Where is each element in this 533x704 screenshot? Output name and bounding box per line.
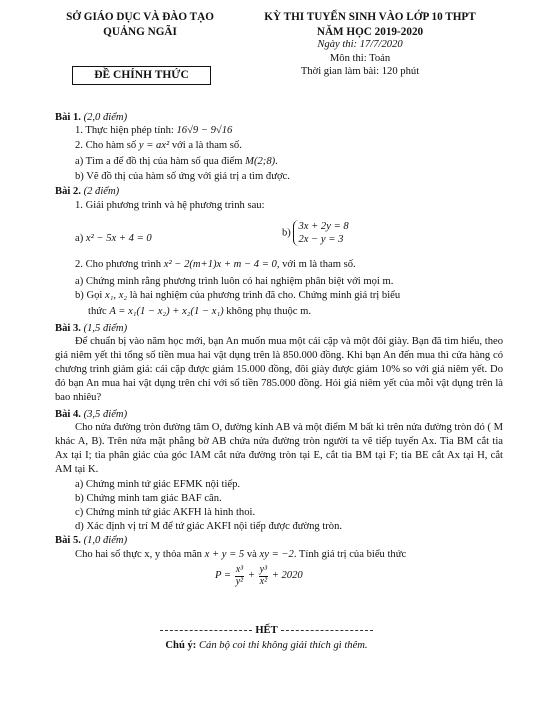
problem-2-item-2b-tail: là hai nghiệm của phương trình đã cho. Chứng minh giá trị biểu: [127, 290, 401, 301]
problem-2-item-2-text: 2. Cho phương trình: [75, 259, 164, 270]
exam-info: [260, 38, 460, 79]
exam-title: [245, 10, 495, 39]
problem-1-item-2a-text: a) Tìm a để đồ thị của hàm số qua điểm: [75, 156, 246, 167]
problem-4-item-b: b) Chứng minh tam giác BAF cân.: [75, 493, 222, 504]
equation-1: 3x + 2y = 8: [298, 221, 349, 232]
problem-3-points: (1,5 điểm): [83, 323, 128, 334]
problem-4-points: (3,5 điểm): [83, 409, 128, 420]
problem-2-item-2-math: x² − 2(m+1)x + m − 4 = 0: [163, 259, 277, 270]
problem-2-item-1a: [75, 232, 152, 246]
problem-2-item-1a-math: x² − 5x + 4 = 0: [85, 233, 152, 244]
problem-2-title: Bài 2.: [55, 186, 81, 197]
problem-1-item-2: [75, 139, 242, 153]
exam-subject: Môn thi: Toán: [329, 52, 391, 64]
fraction-1-denominator: y²: [235, 575, 244, 587]
problem-3-heading: [55, 322, 127, 336]
problem-2-item-2b-math: x₁, x₂: [105, 290, 128, 301]
problem-5-condition-1: x + y = 5: [204, 549, 245, 560]
problem-2-item-2b-pre: thức: [88, 306, 110, 317]
problem-1-item-2a-math: M(2;8): [245, 156, 276, 167]
problem-2-points: (2 điểm): [83, 186, 120, 197]
department-name: [40, 10, 240, 39]
end-rule-right: [281, 630, 373, 631]
problem-2-item-2b-expression: A = x₁(1 − x₂) + x₂(1 − x₁): [109, 306, 224, 317]
end-marker: [0, 624, 533, 638]
expression-lhs: P =: [215, 570, 234, 582]
problem-2-item-1: 1. Giải phương trình và hệ phương trình sau:: [75, 200, 265, 211]
equation-system: [293, 220, 348, 246]
problem-4-item-d: d) Xác định vị trí M để tứ giác AKFI nội tiếp được đường tròn.: [75, 521, 343, 532]
exam-title-line-1: KỲ THI TUYỂN SINH VÀO LỚP 10 THPT: [264, 11, 476, 23]
problem-2-item-2-tail: , với m là tham số.: [276, 259, 356, 270]
footer-note-text: Cán bộ coi thi không giải thích gì thêm.: [196, 640, 368, 651]
problem-3-body: Để chuẩn bị vào năm học mới, bạn An muốn mua một cái cặp và một đôi giày. Bạn đã tìm hiểu, theo giá niêm yết thì tổng số tiền mua hai vật dụng trên là 850.000 đồng. Khi bạn An đến mua thì cửa hàng có chương trình giảm giá: cái cặp được giảm 15.000 đồng, đôi giày được giảm 10% so với giá niêm yết. Do đó bạn An mua hai vật dụng trên chỉ với số tiền 785.000 đồng. Hỏi giá niêm yết của mỗi vật dụng trên là bao nhiêu?: [55, 336, 503, 403]
problem-4-item-c: c) Chứng minh tứ giác AKFH là hình thoi.: [75, 507, 256, 518]
problem-2-item-2b: [75, 289, 400, 303]
fraction-1: [235, 565, 244, 587]
problem-2-item-1b-label: b): [282, 227, 294, 239]
problem-5-points: (1,0 điểm): [83, 535, 128, 546]
problem-2-item-2b-tail-2: không phụ thuộc m.: [223, 306, 312, 317]
problem-2-item-1a-label: a): [75, 233, 86, 244]
footer-note-label: Chú ý:: [165, 640, 197, 651]
problem-5-title: Bài 5.: [55, 535, 81, 546]
problem-1-item-2-math: y = ax²: [138, 140, 170, 151]
fraction-1-numerator: x³: [235, 564, 244, 575]
fraction-2-denominator: x²: [259, 575, 268, 587]
end-rule-left: [160, 630, 252, 631]
department-line-1: SỞ GIÁO DỤC VÀ ĐÀO TẠO: [66, 11, 214, 23]
problem-2-item-1b: [282, 220, 349, 246]
problem-1-item-2-tail: với a là tham số.: [169, 140, 242, 151]
problem-5-condition-2: xy = −2: [259, 549, 294, 560]
problem-5-text: Cho hai số thực x, y thỏa mãn: [75, 549, 205, 560]
problem-1-item-2a: [75, 155, 278, 169]
problem-4-heading: [55, 408, 127, 422]
end-label: HẾT: [255, 625, 278, 636]
fraction-2: [259, 565, 268, 587]
problem-5-tail: . Tính giá trị của biểu thức: [293, 549, 407, 560]
exam-duration: Thời gian làm bài: 120 phút: [300, 66, 420, 78]
problem-5-connector: và: [244, 549, 260, 560]
problem-4-title: Bài 4.: [55, 409, 81, 420]
problem-1-item-2-text: 2. Cho hàm số: [75, 140, 139, 151]
problem-5-heading: [55, 534, 127, 548]
problem-2-item-2b-line-2: [88, 305, 311, 319]
problem-1-points: (2,0 điểm): [83, 112, 128, 123]
problem-1-item-1-text: 1. Thực hiện phép tính:: [75, 125, 177, 136]
equation-2: 2x − y = 3: [298, 234, 344, 246]
problem-2-item-2a: a) Chứng minh rằng phương trình luôn có hai nghiệm phân biệt với mọi m.: [75, 276, 394, 287]
problem-4-body: Cho nửa đường tròn đường tâm O, đường kính AB và một điểm M bất kì trên nửa đường tròn đó ( M khác A, B). Trên nửa mặt phẳng bờ AB chứa nửa đường tròn người ta vẽ tiếp tuyến Ax. Tia BM cắt tia Ax tại I; tia phân giác của góc IAM cắt nửa đường tròn tại E, cắt tia BM tại F; tia BE cắt Ax tại H, cắt AM tại K.: [55, 422, 503, 475]
problem-2-item-2: [75, 258, 356, 272]
official-exam-badge: ĐỀ CHÍNH THỨC: [72, 66, 211, 85]
exam-date: Ngày thi: 17/7/2020: [317, 39, 403, 50]
expression-plus: +: [245, 570, 258, 582]
department-line-2: QUẢNG NGÃI: [103, 25, 177, 38]
expression-tail: + 2020: [269, 570, 303, 582]
problem-5-statement: [75, 548, 406, 562]
problem-1-heading: [55, 111, 127, 125]
exam-title-line-2: NĂM HỌC 2019-2020: [316, 25, 424, 38]
problem-1-item-1-math: 16√9 − 9√16: [176, 125, 233, 136]
problem-2-heading: [55, 185, 119, 199]
fraction-2-numerator: y³: [259, 564, 268, 575]
problem-1-title: Bài 1.: [55, 112, 81, 123]
problem-4-item-a: a) Chứng minh tứ giác EFMK nội tiếp.: [75, 479, 241, 490]
problem-3-title: Bài 3.: [55, 323, 81, 334]
problem-1-item-2b: b) Vẽ đồ thị của hàm số ứng với giá trị a tìm được.: [75, 171, 290, 182]
problem-1-item-2a-tail: .: [275, 156, 278, 167]
problem-1-item-1: [75, 124, 232, 138]
problem-2-item-2b-text: b) Gọi: [75, 290, 106, 301]
problem-5-expression: [215, 565, 303, 587]
footer-note: [0, 639, 533, 653]
